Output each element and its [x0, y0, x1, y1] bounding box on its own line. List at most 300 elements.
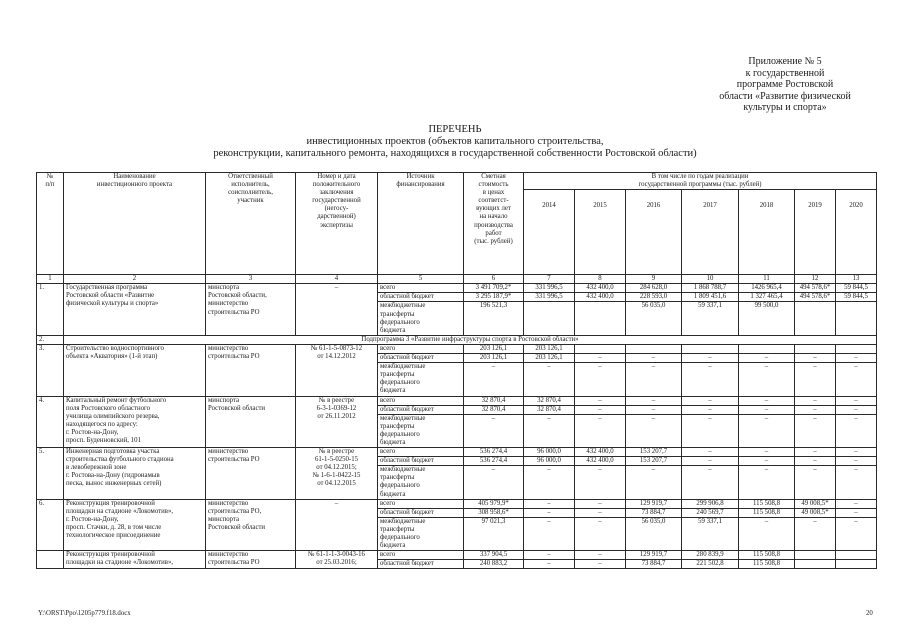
year-amount: –	[524, 551, 575, 560]
header-year: 2016	[626, 190, 682, 275]
year-amount: 115 508,8	[739, 499, 795, 508]
year-amount: 59 337,1	[682, 302, 739, 335]
funding-source	[378, 551, 464, 560]
year-amount: 1 809 451,6	[682, 293, 739, 302]
year-amount	[795, 560, 836, 569]
year-amount: –	[575, 517, 626, 550]
responsible-executor-text: минспорта	[208, 515, 240, 523]
funding-source	[378, 405, 464, 414]
estimated-cost: 3 491 709,2*	[464, 284, 524, 293]
funding-source-text: бюджета	[380, 490, 406, 498]
expertise-conclusion-text: от 25.03.2016;	[316, 559, 357, 567]
year-amount: –	[682, 448, 739, 457]
estimated-cost: –	[464, 414, 524, 447]
year-amount: –	[682, 414, 739, 447]
year-amount: –	[739, 517, 795, 550]
year-amount: 228 593,0	[626, 293, 682, 302]
expertise-conclusion	[296, 344, 378, 396]
header-cost	[464, 173, 524, 275]
estimated-cost: 405 979,9*	[464, 499, 524, 508]
project-name-text: г. Ростов-на-Дону,	[66, 428, 119, 436]
file-path: Y:\ORST\Ppo\1205p779.f18.docx	[38, 610, 131, 617]
funding-source-text: межбюджетные	[380, 302, 426, 310]
table-row	[37, 396, 877, 405]
expertise-conclusion-text: № 61-1-5-0873-12	[310, 344, 363, 352]
expertise-conclusion-text: 61-1-5-0250-15	[314, 456, 359, 464]
header-name-text: инвестиционного проекта	[96, 181, 173, 189]
header-expertise-text: (негосу-	[324, 205, 349, 213]
table-row	[37, 284, 877, 293]
year-amount: –	[575, 551, 626, 560]
year-amount: –	[575, 508, 626, 517]
year-amount: –	[524, 508, 575, 517]
year-amount: 432 400,0	[575, 284, 626, 293]
project-name-text: поля Ростовского областного	[66, 404, 151, 412]
header-name	[64, 173, 206, 275]
funding-source-text: федерального	[380, 430, 420, 438]
row-number: 2.	[37, 335, 64, 344]
year-amount: 432 400,0	[575, 448, 626, 457]
funding-source-text: областной бюджет	[380, 354, 434, 362]
funding-source-text: межбюджетные	[380, 414, 426, 422]
column-number: 3	[206, 275, 296, 284]
header-years-group	[524, 173, 877, 190]
header-year: 2014	[524, 190, 575, 275]
funding-source-text: федерального	[380, 482, 420, 490]
year-amount: –	[836, 448, 877, 457]
funding-source	[378, 466, 464, 499]
year-amount: –	[795, 448, 836, 457]
funding-source-text: межбюджетные	[380, 517, 426, 525]
row-number: 3.	[37, 344, 64, 396]
year-amount	[626, 344, 682, 353]
column-number: 1	[37, 275, 64, 284]
funding-source-text: бюджета	[380, 326, 406, 334]
year-amount: –	[682, 457, 739, 466]
year-amount: –	[626, 466, 682, 499]
table-row	[37, 551, 877, 560]
project-name-text: физической культуры и спорта»	[66, 300, 159, 308]
funding-source-text: бюджета	[380, 542, 406, 550]
appendix-line: к государственной	[745, 67, 825, 79]
funding-source	[378, 560, 464, 569]
project-name-text: училища олимпийского резерва,	[66, 412, 160, 420]
document-subtitle-line: реконструкции, капитального ремонта, находящихся в государственной собственности Ростовской области)	[213, 148, 697, 159]
header-expertise-text: Номер и дата	[317, 173, 356, 180]
year-amount: 432 400,0	[575, 457, 626, 466]
year-amount: 1 327 465,4	[739, 293, 795, 302]
year-amount: 331 996,5	[524, 284, 575, 293]
year-amount: –	[575, 354, 626, 363]
expertise-conclusion-text: № в реестре	[318, 396, 355, 404]
header-expertise	[296, 173, 378, 275]
header-expertise-text: государственной	[312, 197, 361, 205]
funding-source-text: межбюджетные	[380, 466, 426, 474]
responsible-executor	[206, 284, 296, 336]
header-cost-text: Сметная	[481, 173, 506, 180]
funding-source	[378, 499, 464, 508]
project-name-text: Реконструкция тренировочной	[66, 499, 155, 507]
project-name	[64, 551, 206, 569]
funding-source-text: всего	[380, 551, 396, 559]
estimated-cost: –	[464, 363, 524, 396]
row-number: 4.	[37, 396, 64, 448]
header-row	[37, 173, 877, 190]
year-amount: 59 844,5	[836, 284, 877, 293]
header-source	[378, 173, 464, 275]
year-amount: 1426 965,4	[739, 284, 795, 293]
year-amount: 203 126,1	[524, 354, 575, 363]
column-number: 11	[739, 275, 795, 284]
year-amount: –	[626, 396, 682, 405]
funding-source	[378, 363, 464, 396]
year-amount: –	[836, 354, 877, 363]
header-year: 2017	[682, 190, 739, 275]
expertise-conclusion	[296, 499, 378, 551]
project-name-text: находящегося по адресу:	[66, 420, 138, 428]
year-amount: –	[836, 457, 877, 466]
funding-source-text: трансферты	[380, 422, 415, 430]
table-row	[37, 448, 877, 457]
column-number: 7	[524, 275, 575, 284]
header-name-text: Наименование	[113, 173, 156, 180]
year-amount: 32 870,4	[524, 396, 575, 405]
project-name-text: Строительство водноспортивного	[66, 344, 164, 352]
project-name-text: Реконструкция тренировочной	[66, 551, 155, 559]
responsible-executor-text: министерство	[208, 300, 249, 308]
expertise-conclusion-text: № в реестре	[318, 448, 355, 456]
appendix-line: области «Развитие физической	[719, 90, 851, 102]
year-amount: –	[682, 363, 739, 396]
header-expertise-text: экспертизы	[320, 221, 353, 229]
year-amount	[836, 560, 877, 569]
funding-source-text: всего	[380, 499, 396, 507]
expertise-conclusion-text: –	[334, 284, 339, 292]
document-title: ПЕРЕЧЕНЬ	[428, 124, 482, 135]
header-year: 2018	[739, 190, 795, 275]
estimated-cost: 203 126,1	[464, 354, 524, 363]
subprogram-title: Подпрограмма 3 «Развитие инфраструктуры спорта в Ростовской области»	[64, 335, 877, 344]
year-amount: –	[836, 517, 877, 550]
funding-source-text: трансферты	[380, 310, 415, 318]
funding-source-text: всего	[380, 448, 396, 456]
project-name	[64, 344, 206, 396]
funding-source	[378, 414, 464, 447]
year-amount: –	[682, 354, 739, 363]
header-exec	[206, 173, 296, 275]
column-number: 12	[795, 275, 836, 284]
funding-source	[378, 293, 464, 302]
expertise-conclusion	[296, 284, 378, 336]
header-cost-text: производства	[474, 221, 513, 229]
year-amount: –	[836, 508, 877, 517]
funding-source	[378, 448, 464, 457]
project-name-text: г. Ростова-на-Дону (гидронамыв	[66, 472, 160, 480]
year-amount: –	[524, 466, 575, 499]
year-amount: –	[524, 499, 575, 508]
year-amount: –	[739, 363, 795, 396]
header-year: 2015	[575, 190, 626, 275]
responsible-executor	[206, 344, 296, 396]
year-amount: –	[795, 466, 836, 499]
header-cost-text: соответст-	[478, 197, 509, 205]
year-amount: 56 035,0	[626, 302, 682, 335]
appendix-note	[700, 56, 870, 114]
header-num	[37, 173, 64, 275]
header-cost-text: в ценах	[482, 189, 505, 197]
year-amount	[836, 551, 877, 560]
funding-source-text: межбюджетные	[380, 363, 426, 371]
year-amount: 56 035,0	[626, 517, 682, 550]
column-number: 10	[682, 275, 739, 284]
year-amount	[795, 344, 836, 353]
year-amount: 494 578,6*	[795, 293, 836, 302]
header-cost-text: стоимость	[478, 181, 509, 189]
expertise-conclusion-text: от 26.11.2012	[317, 412, 356, 420]
header-year: 2019	[795, 190, 836, 275]
expertise-conclusion	[296, 448, 378, 500]
year-amount: 1 868 788,7	[682, 284, 739, 293]
year-amount: –	[575, 363, 626, 396]
funding-source	[378, 457, 464, 466]
year-amount: 153 207,7	[626, 448, 682, 457]
year-amount: –	[524, 414, 575, 447]
year-amount: 73 884,7	[626, 508, 682, 517]
year-amount: –	[836, 414, 877, 447]
project-name-text: объекта «Акватория» (1-й этап)	[66, 353, 158, 361]
project-name	[64, 448, 206, 500]
year-amount: 299 906,8	[682, 499, 739, 508]
responsible-executor	[206, 396, 296, 448]
responsible-executor-text: Ростовской области	[208, 523, 266, 531]
project-name-text: г. Ростов-на-Дону,	[66, 515, 119, 523]
header-source-text: финансирования	[396, 181, 445, 189]
header-exec-text: Ответственный	[228, 173, 273, 180]
year-amount: 59 337,1	[682, 517, 739, 550]
column-numbers-row	[37, 275, 877, 284]
header-expertise-text: заключения	[319, 189, 354, 197]
year-amount: 203 126,1	[524, 344, 575, 353]
header-cost-text: работ	[485, 229, 502, 237]
funding-source-text: всего	[380, 284, 396, 292]
funding-source-text: трансферты	[380, 371, 415, 379]
year-amount: 73 884,7	[626, 560, 682, 569]
funding-source-text: областной бюджет	[380, 405, 434, 413]
page-number: 20	[866, 610, 873, 617]
responsible-executor-text: строительства РО	[208, 456, 260, 464]
year-amount: 115 508,8	[739, 508, 795, 517]
year-amount: –	[795, 363, 836, 396]
year-amount: 280 839,9	[682, 551, 739, 560]
year-amount	[739, 344, 795, 353]
document-heading	[150, 124, 760, 160]
header-years-group-text: государственной программы (тыс. рублей)	[638, 181, 762, 189]
funding-source	[378, 284, 464, 293]
year-amount	[682, 344, 739, 353]
responsible-executor-text: Ростовской области,	[208, 292, 267, 300]
year-amount: –	[575, 405, 626, 414]
year-amount: 129 919,7	[626, 551, 682, 560]
funding-source-text: областной бюджет	[380, 457, 434, 465]
year-amount: –	[626, 405, 682, 414]
year-amount: –	[836, 363, 877, 396]
project-name-text: песка, вынос инженерных сетей)	[66, 480, 162, 488]
estimated-cost: 536 274,4	[464, 457, 524, 466]
project-name-text: строительства футбольного стадиона	[66, 456, 174, 464]
appendix-line: культуры и спорта»	[743, 102, 827, 113]
responsible-executor-text: министерство	[208, 448, 249, 456]
project-name-text: площадки на стадионе «Локомотив»,	[66, 507, 174, 515]
year-amount: 96 000,0	[524, 457, 575, 466]
year-amount: 59 844,5	[836, 293, 877, 302]
project-name-text: Капитальный ремонт футбольного	[66, 396, 167, 404]
year-amount: –	[795, 414, 836, 447]
header-cost-text: вующих лет	[476, 205, 511, 213]
funding-source	[378, 354, 464, 363]
responsible-executor-text: Ростовской области	[208, 404, 266, 412]
header-expertise-text: положительного	[312, 181, 361, 189]
responsible-executor	[206, 551, 296, 569]
header-cost-text: (тыс. рублей)	[474, 237, 513, 245]
funding-source-text: областной бюджет	[380, 293, 434, 301]
responsible-executor-text: строительства РО	[208, 353, 260, 361]
year-amount: 153 207,7	[626, 457, 682, 466]
year-amount: 331 996,5	[524, 293, 575, 302]
expertise-conclusion-text: –	[334, 499, 339, 507]
year-amount: 284 628,0	[626, 284, 682, 293]
expertise-conclusion-text: № 61-1-1-3-0043-16	[308, 551, 365, 559]
header-exec-text: исполнитель,	[231, 181, 270, 189]
year-amount: 432 400,0	[575, 293, 626, 302]
year-amount: 115 508,8	[739, 560, 795, 569]
project-name-text: просп. Стачки, д. 28, в том числе	[66, 523, 162, 531]
column-number: 4	[296, 275, 378, 284]
estimated-cost: –	[464, 466, 524, 499]
header-year: 2020	[836, 190, 877, 275]
appendix-line: Приложение № 5	[748, 56, 822, 67]
year-amount	[836, 302, 877, 335]
funding-source-text: федерального	[380, 318, 420, 326]
year-amount: –	[575, 396, 626, 405]
year-amount: –	[626, 414, 682, 447]
header-cost-text: на начало	[479, 213, 508, 221]
header-source-text: Источник	[406, 173, 435, 180]
responsible-executor-text: министерство	[208, 551, 249, 559]
header-exec-text: участник	[237, 197, 264, 205]
funding-source-text: областной бюджет	[380, 560, 434, 568]
funding-source	[378, 344, 464, 353]
responsible-executor-text: министерство	[208, 499, 249, 507]
responsible-executor-text: строительства РО,	[208, 507, 262, 515]
investment-projects-table	[36, 172, 877, 569]
year-amount: –	[836, 499, 877, 508]
project-name-text: просп. Буденновский, 101	[66, 436, 141, 444]
year-amount: 221 502,8	[682, 560, 739, 569]
year-amount: –	[836, 466, 877, 499]
year-amount: 115 508,8	[739, 551, 795, 560]
expertise-conclusion	[296, 396, 378, 448]
funding-source-text: федерального	[380, 534, 420, 541]
responsible-executor-text: минспорта	[208, 396, 240, 404]
year-amount: –	[682, 466, 739, 499]
subprogram-row	[37, 335, 877, 344]
funding-source-text: всего	[380, 344, 396, 352]
year-amount: –	[836, 396, 877, 405]
project-name-text: Инженерная подготовка участка	[66, 448, 160, 456]
table-row	[37, 499, 877, 508]
project-name	[64, 499, 206, 551]
funding-source-text: трансферты	[380, 525, 415, 533]
funding-source	[378, 302, 464, 335]
year-amount: –	[524, 560, 575, 569]
year-amount: –	[575, 466, 626, 499]
expertise-conclusion-text: от 04.12.2015;	[316, 464, 357, 472]
year-amount: –	[626, 363, 682, 396]
column-number: 5	[378, 275, 464, 284]
year-amount: –	[524, 517, 575, 550]
year-amount: –	[682, 396, 739, 405]
project-name-text: площадки на стадионе «Локомотив»,	[66, 559, 174, 567]
row-number: 1.	[37, 284, 64, 336]
year-amount: –	[739, 405, 795, 414]
project-name-text: Ростовской области «Развитие	[66, 292, 155, 300]
responsible-executor-text: минспорта	[208, 284, 240, 292]
year-amount: –	[682, 405, 739, 414]
table-row	[37, 344, 877, 353]
year-amount: –	[575, 560, 626, 569]
header-years-group-text: В том числе по годам реализации	[651, 173, 749, 180]
year-amount: –	[795, 457, 836, 466]
estimated-cost: 536 274,4	[464, 448, 524, 457]
column-number: 6	[464, 275, 524, 284]
responsible-executor-text: строительства РО	[208, 308, 260, 316]
funding-source	[378, 508, 464, 517]
estimated-cost: 32 870,4	[464, 396, 524, 405]
column-number: 13	[836, 275, 877, 284]
expertise-conclusion-text: № 1-6-1-0422-15	[312, 472, 361, 480]
header-num-text: п/п	[45, 181, 55, 189]
header-expertise-text: дарственной)	[317, 213, 356, 221]
year-amount: 49 008,5*	[795, 508, 836, 517]
year-amount: 494 578,6*	[795, 284, 836, 293]
year-amount: 99 500,0	[739, 302, 795, 335]
estimated-cost: 3 295 187,9*	[464, 293, 524, 302]
column-number: 2	[64, 275, 206, 284]
estimated-cost: 240 883,2	[464, 560, 524, 569]
row-number: 5.	[37, 448, 64, 500]
funding-source-text: бюджета	[380, 438, 406, 446]
estimated-cost: 32 870,4	[464, 405, 524, 414]
year-amount: –	[739, 414, 795, 447]
expertise-conclusion-text: от 04.12.2015	[317, 480, 356, 488]
appendix-line: программе Ростовской	[736, 79, 834, 90]
year-amount: –	[795, 405, 836, 414]
responsible-executor-text: министерство	[208, 344, 249, 352]
expertise-conclusion	[296, 551, 378, 569]
year-amount: 96 000,0	[524, 448, 575, 457]
year-amount	[575, 344, 626, 353]
column-number: 8	[575, 275, 626, 284]
project-name-text: в левобережной зоне	[66, 464, 127, 472]
year-amount: –	[739, 448, 795, 457]
funding-source	[378, 517, 464, 550]
column-number: 9	[626, 275, 682, 284]
responsible-executor-text: строительства РО	[208, 559, 260, 567]
funding-source-text: бюджета	[380, 387, 406, 395]
header-num-text: №	[46, 173, 54, 180]
funding-source-text: областной бюджет	[380, 508, 434, 516]
year-amount: –	[739, 466, 795, 499]
